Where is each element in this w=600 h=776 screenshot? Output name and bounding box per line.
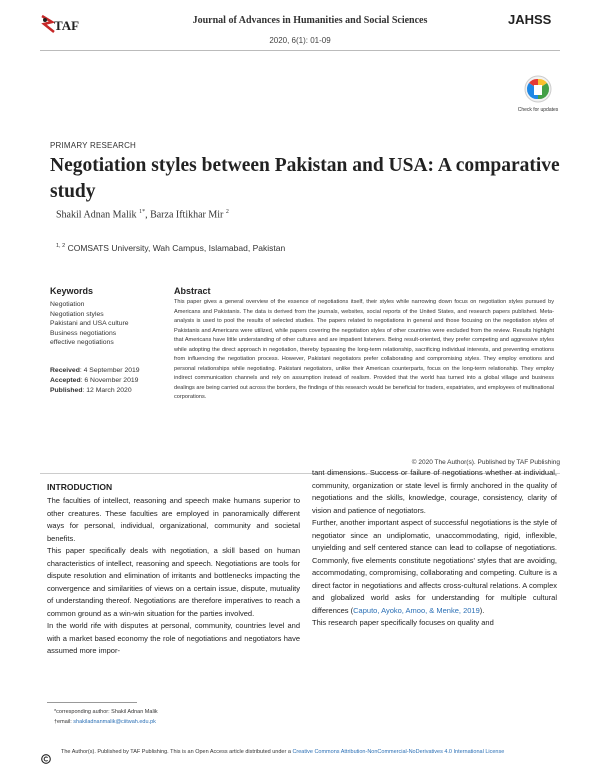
abstract-text: This paper gives a general overview of the essence of negotiations itself, their styles while narrowing down focus on negotiation styles pursued by Americans and Pakistanis. The data is derived from the journals, websites, social reports of the United States, and research papers published. Meta-analysis is used to pool the results of selected studies. The papers related to negotiations in general and those focusing on the negotiation styles of Pakistanis and Americans were utilized, while papers covering the negotiation styles of other countries were excluded from the review. Results highlight that Americans have little understanding of other cultures and are impatient listeners. Being result-oriented, they prefer competing and aggressive styles while adopting the direct approach in negotiation, thereby bypassing the long-term relationship, sacrificing individual interests, and preventing emotions from influencing the negotiation process. However, Pakistani negotiators prefer collaborating and compromising styles. They employ emotions and personal relationships while negotiating. Pakistani negotiators, unlike their American counterparts, focus on the long-term relationship. They employ indirect communication channels and rely on assumption instead of realism. Provided that the world has turned into a global village and business dealings are being carried out across the borders, the findings of this research would be beneficial for traders, expatriates, and employees of multinational corporations. [174,299,554,400]
footnote-divider [47,702,137,703]
abstract-heading: Abstract [174,286,211,296]
keyword-item: Negotiation styles [50,310,104,318]
paragraph: This research paper specifically focuses on quality and [312,618,494,627]
received-date: Received: 4 September 2019 [50,367,140,374]
paragraph: tant dimensions. Success or failure of negotiations whether at individual, community, organization or state level is firmly anchored in the quality of negotiations and the skills, knowledge, courage, consistency, clarity of vision and patience of negotiators. [312,468,557,515]
author-affiliation-mark: 2 [225,209,229,215]
author-name: Barza Iftikhar Mir [150,209,224,221]
keyword-item: Business negotiations [50,329,117,337]
publisher-logo [40,14,110,36]
paragraph: This paper specifically deals with negotiation, a skill based on human characteristics of intellect, reasoning and speech. Negotiations are tools for dispute resolution and elimination of irritants and bottlenecks impacting the convergence and similarities of views on a certain issue, dispute, mutuality of understanding thereof. Negotiations are therefore imperatives to reach a common ground as a win-win situation for the parties involved. [47,546,300,618]
copyright-notice: © 2020 The Author(s). Published by TAF Publishing [411,459,560,466]
body-column-left [47,482,300,658]
author-name: Shakil Adnan Malik [56,209,137,221]
keywords-heading: Keywords [50,286,94,296]
author-affiliation-mark: 1* [139,209,146,215]
check-updates-label: Check for updates [517,107,559,113]
check-for-updates-badge[interactable] [515,75,561,121]
body-text [47,495,300,658]
affiliation-mark: 1, 2 [56,243,66,250]
keyword-item: effective negotiations [50,339,114,347]
journal-name: Journal of Advances in Humanities and Social Sciences [192,15,428,26]
body-text [312,467,557,630]
keywords-list [50,300,170,348]
email-footnote: †email: shakiladnanmalik@ciitwah.edu.pk [54,719,156,725]
license-footer [61,748,561,757]
license-text: The Author(s). Published by TAF Publishing. This is an Open Access article distributed under a [61,749,293,755]
header-divider [40,50,560,51]
paragraph: In the world rife with disputes at personal, community, countries level and with a market based economy the role of negotiations and negotiators have assumed more impor- [47,621,300,655]
paragraph: The faculties of intellect, reasoning and speech make humans superior to other creatures. These faculties are employed in panoramically different ways for personal, individual, organizational, community and societal benefits. [47,496,300,543]
introduction-heading: INTRODUCTION [47,482,113,492]
author-separator: , [145,209,148,221]
footnotes [54,707,354,727]
published-date: Published: 12 March 2020 [50,387,132,394]
accepted-date: Accepted: 6 November 2019 [50,377,139,384]
affiliation [56,243,285,253]
publication-dates [50,366,170,396]
citation-link[interactable]: Caputo, Ayoko, Amoo, & Menke, 2019 [353,605,480,615]
section-label: PRIMARY RESEARCH [50,141,137,150]
email-link[interactable]: shakiladnanmalik@ciitwah.edu.pk [73,719,156,725]
check-updates-icon [515,75,561,107]
paper-title: Negotiation styles between Pakistan and USA: A comparative study [50,155,560,202]
affiliation-text: COMSATS University, Wah Campus, Islamabad, Pakistan [67,243,286,253]
keyword-item: Pakistani and USA culture [50,320,129,328]
author-list [56,209,229,220]
corresponding-author: *corresponding author: Shakil Adnan Malik [54,709,158,715]
license-link[interactable]: Creative Commons Attribution-NonCommercial-NoDerivatives 4.0 International License [292,749,505,755]
logo-text: TAF [54,18,80,33]
keyword-item: Negotiation [50,301,85,308]
journal-issue: 2020, 6(1): 01-09 [269,36,331,45]
body-column-right [312,467,557,630]
copyright-icon [41,754,51,764]
journal-code: JAHSS [508,12,552,27]
paragraph: Further, another important aspect of successful negotiations is the style of negotiator since an undiplomatic, unaccommodating, rigid, inflexible, unyielding and self centered stance can lead to collapse of negotiations. Commonly, five elements constitute negotiations' styles that are avoiding, accommodating, compromising, collaborating and competing. Culture is a direct factor in negotiations and affects cross-cultural relations. A complex and globalized world asks for understanding for multiple cultural differences (Caputo, Ayoko, Amoo, & Menke, 2019). [312,518,557,615]
